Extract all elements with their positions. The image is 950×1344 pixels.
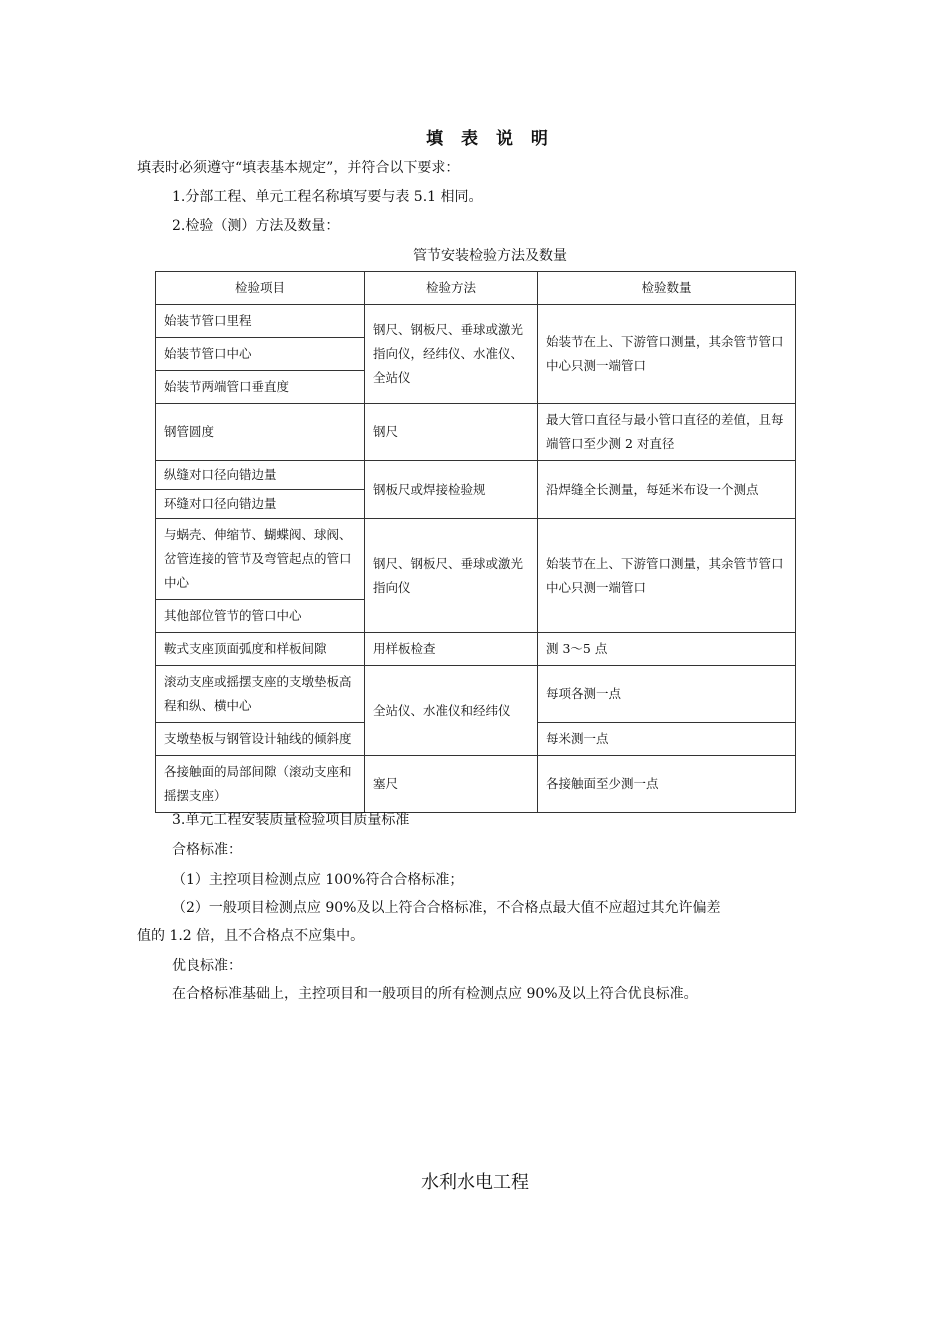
column-header: 检验方法 [365, 272, 538, 305]
pass-standard-1: （1）主控项目检测点应 100%符合合格标准； [172, 872, 464, 888]
quantity-cell: 每米测一点 [538, 723, 796, 756]
item-cell: 其他部位管节的管口中心 [156, 600, 365, 633]
table-caption: 管节安装检验方法及数量 [413, 248, 567, 264]
method-cell: 钢尺、钢板尺、垂球或激光指向仪，经纬仪、水准仪、全站仪 [365, 305, 538, 404]
item-cell: 与蜗壳、伸缩节、蝴蝶阀、球阀、岔管连接的管节及弯管起点的管口中心 [156, 519, 365, 600]
table-row [156, 404, 796, 461]
page-footer: 水利水电工程 [421, 1172, 529, 1193]
item-cell: 钢管圆度 [156, 404, 365, 461]
column-header: 检验数量 [538, 272, 796, 305]
method-cell: 钢尺、钢板尺、垂球或激光指向仪 [365, 519, 538, 633]
item-cell: 始装节两端管口垂直度 [156, 371, 365, 404]
method-cell: 钢板尺或焊接检验规 [365, 461, 538, 519]
item-cell: 支墩垫板与钢管设计轴线的倾斜度 [156, 723, 365, 756]
quantity-cell: 测 3～5 点 [538, 633, 796, 666]
method-cell: 塞尺 [365, 756, 538, 813]
table-row [156, 461, 796, 490]
quantity-cell: 各接触面至少测一点 [538, 756, 796, 813]
section-3-heading: 3.单元工程安装质量检验项目质量标准 [172, 812, 410, 828]
item-cell: 各接触面的局部间隙（滚动支座和摇摆支座） [156, 756, 365, 813]
table-row [156, 633, 796, 666]
method-cell: 钢尺 [365, 404, 538, 461]
instruction-item-2: 2.检验（测）方法及数量： [172, 218, 340, 234]
table-row [156, 756, 796, 813]
item-cell: 鞍式支座顶面弧度和样板间隙 [156, 633, 365, 666]
excellent-standard-1: 在合格标准基础上，主控项目和一般项目的所有检测点应 90%及以上符合优良标准。 [172, 986, 698, 1002]
item-cell: 始装节管口里程 [156, 305, 365, 338]
page-title: 填 表 说 明 [426, 129, 554, 149]
pass-standard-2: （2）一般项目检测点应 90%及以上符合合格标准，不合格点最大值不应超过其允许偏差 [172, 900, 721, 916]
table-row [156, 305, 796, 338]
table-row [156, 519, 796, 600]
pass-standard-2-continued: 值的 1.2 倍，且不合格点不应集中。 [137, 928, 365, 944]
method-cell: 全站仪、水准仪和经纬仪 [365, 666, 538, 756]
item-cell: 纵缝对口径向错边量 [156, 461, 365, 490]
table-header-row [156, 272, 796, 305]
excellent-standard-heading: 优良标准： [172, 958, 242, 974]
item-cell: 滚动支座或摇摆支座的支墩垫板高程和纵、横中心 [156, 666, 365, 723]
column-header: 检验项目 [156, 272, 365, 305]
quantity-cell: 始装节在上、下游管口测量，其余管节管口中心只测一端管口 [538, 305, 796, 404]
quantity-cell: 沿焊缝全长测量，每延米布设一个测点 [538, 461, 796, 519]
item-cell: 环缝对口径向错边量 [156, 490, 365, 519]
item-cell: 始装节管口中心 [156, 338, 365, 371]
quantity-cell: 最大管口直径与最小管口直径的差值，且每端管口至少测 2 对直径 [538, 404, 796, 461]
intro-text: 填表时必须遵守“填表基本规定”，并符合以下要求： [137, 160, 460, 176]
table-row [156, 666, 796, 723]
pass-standard-heading: 合格标准： [172, 842, 242, 858]
method-cell: 用样板检查 [365, 633, 538, 666]
quantity-cell: 每项各测一点 [538, 666, 796, 723]
inspection-table [155, 271, 796, 813]
quantity-cell: 始装节在上、下游管口测量，其余管节管口中心只测一端管口 [538, 519, 796, 633]
instruction-item-1: 1.分部工程、单元工程名称填写要与表 5.1 相同。 [172, 189, 483, 205]
